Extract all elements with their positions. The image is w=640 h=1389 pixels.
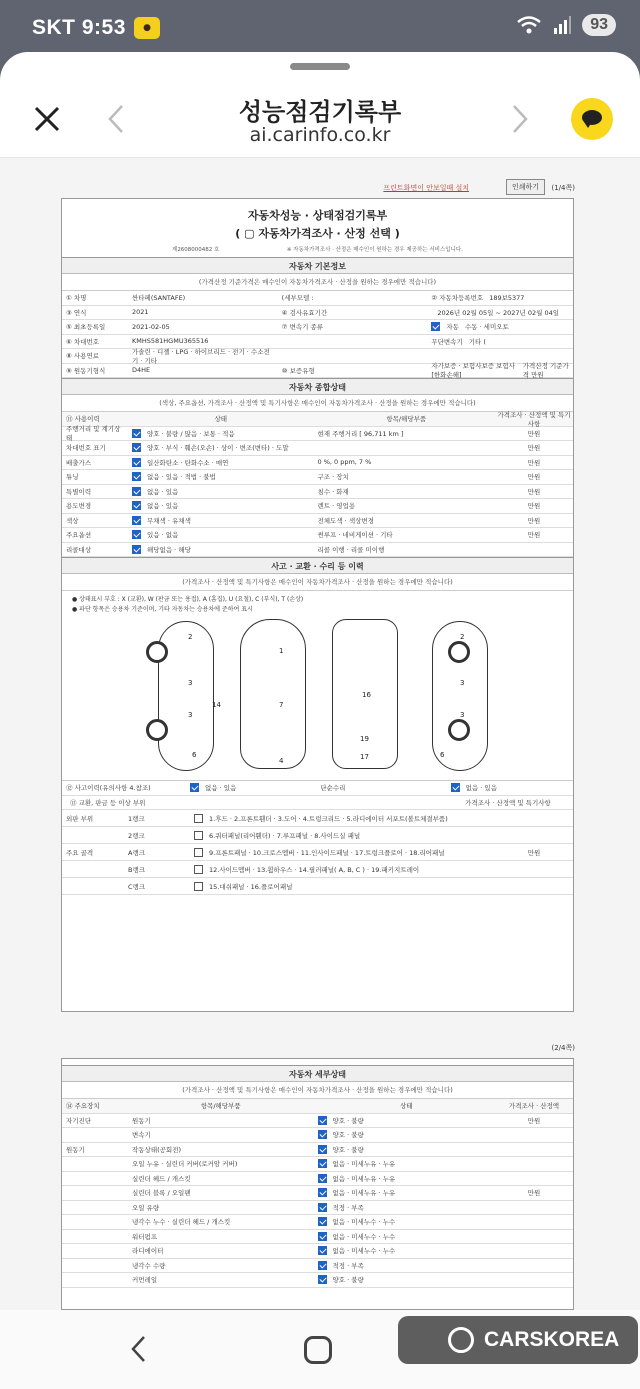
signal-icon [552, 15, 572, 35]
detail-checkbox[interactable] [318, 1188, 327, 1197]
status-price: 만원 [527, 531, 541, 540]
basic-extra-label: 무단변속기 [431, 337, 463, 346]
status-options-text: 양호 · 부식 · 훼손(오손) · 상이 · 변조(변타) · 도말 [147, 444, 289, 453]
detail-row [62, 1230, 573, 1245]
section-note: (가격조사 · 산정액 및 특기사항은 매수인이 자동차가격조사 · 산정을 원하는 경우에만 적습니다) [62, 574, 573, 591]
page-number: (2/4쪽) [551, 1044, 575, 1052]
detail-status [310, 1159, 496, 1168]
parts-items [186, 848, 495, 857]
section-accident-history: 사고 · 교환 · 수리 등 이력 [62, 557, 573, 574]
basic-label: ⑥ 차대번호 [66, 337, 100, 346]
status-options [124, 501, 310, 510]
section-note: (가격산정 기준가격은 매수인이 자동차가격조사 · 산정을 원하는 경우에만 적습니다) [62, 274, 573, 291]
diagram-legend-note: ● 파단 항목은 승용차 기준이며, 기타 자동차는 승용차에 준하여 표시 [72, 606, 253, 613]
detail-group: 자기진단 [66, 1116, 92, 1125]
detail-status [310, 1246, 496, 1255]
status-row [62, 528, 573, 543]
detail-row [62, 1201, 573, 1216]
detail-row [62, 1186, 573, 1201]
parts-row [62, 861, 573, 878]
status-options-text: 없음 · 있음 · 적법 · 불법 [147, 473, 216, 482]
status-checkbox[interactable] [132, 545, 141, 554]
bottom-sheet [0, 52, 640, 1310]
section-overall-status: 자동차 종합상태 [62, 378, 573, 395]
status-options [124, 458, 310, 467]
status-label: 색상 [66, 516, 79, 525]
status-options [124, 516, 310, 525]
status-options [124, 530, 310, 539]
forward-chevron-icon[interactable] [508, 102, 532, 136]
status-price: 만원 [527, 458, 541, 467]
detail-item: 냉각수 수량 [132, 1261, 166, 1270]
section-detail-status: 자동차 세부상태 [62, 1065, 573, 1082]
detail-item: 오일 유량 [132, 1203, 160, 1212]
basic-mid: ⑦ 변속기 종류 [281, 323, 324, 332]
status-value: 0 %, 0 ppm, 7 % [317, 458, 372, 467]
status-label: 특별이력 [66, 487, 92, 496]
detail-item: 라디에이터 [132, 1247, 164, 1256]
detail-checkbox[interactable] [318, 1246, 327, 1255]
status-value: 전체도색 · 색상변경 [317, 516, 374, 525]
parts-items [186, 882, 495, 891]
kakao-notification-icon: ● [134, 17, 160, 39]
detail-item: 변속기 [132, 1131, 151, 1140]
parts-group: 외판 부위 [66, 814, 94, 823]
wheel-icon [448, 641, 470, 663]
status-checkbox[interactable] [132, 530, 141, 539]
detail-group: 원동기 [66, 1145, 85, 1154]
basic-extra [423, 337, 573, 346]
status-table [62, 427, 573, 558]
status-table-header: ⑪ 사용이력 상태 항목/해당부품 가격조사 · 산정액 및 특기사항 [62, 412, 573, 427]
status-row [62, 470, 573, 485]
basic-value: 2021 [132, 308, 149, 317]
detail-status [310, 1145, 496, 1154]
detail-table-header: ⑭ 주요장치 항목/해당부품 상태 가격조사 · 산정액 [62, 1099, 573, 1114]
accident-none-checkbox[interactable] [190, 783, 199, 792]
basic-extra [423, 322, 573, 331]
car-top-front [240, 619, 306, 769]
basic-extra-value: 수동 · 세미오토 [464, 323, 509, 332]
part-checkbox[interactable] [194, 865, 203, 874]
detail-item: 오일 누유 · 실린더 커버(로커암 커버) [132, 1160, 238, 1169]
detail-item: 실린더 블록 / 오일팬 [132, 1189, 191, 1198]
basic-extra-label: 자가보증 · 보험사보증 보험사[한화손해] [431, 362, 515, 380]
status-options-text: 일산화탄소 · 탄화수소 · 매연 [147, 458, 229, 467]
detail-checkbox[interactable] [318, 1261, 327, 1270]
detail-row [62, 1259, 573, 1274]
status-options [124, 545, 310, 554]
detail-status-text: 없음 · 미세누수 · 누수 [332, 1232, 396, 1241]
detail-status [310, 1232, 496, 1241]
section-basic-info: 자동차 기본정보 [62, 257, 573, 274]
wifi-icon [516, 15, 542, 35]
basic-info-table [62, 291, 573, 378]
detail-row [62, 1172, 573, 1187]
status-price: 만원 [527, 487, 541, 496]
detail-item: 작동상태(공회전) [132, 1145, 182, 1154]
basic-extra-value: 가격산정 기준가격 만원 [522, 362, 569, 380]
detail-checkbox[interactable] [318, 1275, 327, 1284]
status-carrier-time: SKT 9:53 [32, 16, 126, 39]
basic-label: ① 차명 [66, 294, 87, 303]
battery-indicator: 93 [582, 14, 616, 36]
detail-status-text: 양호 · 불량 [332, 1145, 364, 1154]
status-checkbox[interactable] [132, 429, 141, 438]
detail-row [62, 1128, 573, 1143]
status-options-text: 해당없음 · 해당 [147, 545, 191, 554]
status-price: 만원 [527, 444, 541, 453]
parts-items-text: 9.프론트패널 · 10.크로스멤버 · 11.인사이드패널 · 17.트렁크플로어 · 18.리어패널 [209, 848, 445, 857]
status-options-text: 없음 · 있음 [147, 502, 179, 511]
detail-row [62, 1244, 573, 1259]
status-checkbox[interactable] [132, 501, 141, 510]
part-checkbox[interactable] [194, 814, 203, 823]
doc-number: 제2608000482 호 [172, 247, 220, 253]
status-row [62, 427, 573, 442]
parts-row [62, 810, 573, 827]
detail-status-text: 적정 · 부족 [332, 1261, 364, 1270]
detail-item: 워터펌프 [132, 1232, 158, 1241]
parts-row [62, 827, 573, 844]
basic-info-row [62, 291, 573, 306]
wheel-icon [448, 719, 470, 741]
basic-mid: ⑩ 보증유형 [281, 366, 315, 375]
detail-status-text: 없음 · 미세누유 · 누유 [332, 1160, 396, 1169]
wheel-icon [146, 719, 168, 741]
status-checkbox[interactable] [132, 443, 141, 452]
status-options [124, 487, 310, 496]
detail-table [62, 1114, 573, 1288]
status-options-text: 있음 · 없음 [147, 531, 179, 540]
parts-items-text: 6.쿼터패널(리어휀더) · 7.루프패널 · 8.사이드실 패널 [209, 831, 361, 840]
diagram-legend-codes: ● 상태표시 부호 : X (교환), W (판금 또는 용접), A (흠집), U (요철), C (부식), T (손상) [72, 596, 304, 603]
parts-row [62, 844, 573, 861]
detail-status-text: 없음 · 미세누유 · 누유 [332, 1189, 396, 1198]
basic-extra-label: 자동 [446, 323, 459, 332]
status-label: 주요옵션 [66, 531, 92, 540]
basic-label: ⑧ 사용연료 [66, 352, 100, 361]
navigation-bar [0, 1310, 640, 1389]
page-number: (1/4쪽) [551, 184, 575, 192]
status-label: 배출가스 [66, 458, 92, 467]
status-options-text: 무채색 · 유채색 [147, 516, 191, 525]
print-install-link[interactable]: 프린트화면이 안보일때 설치 [383, 184, 469, 192]
detail-status-text: 없음 · 미세누수 · 누수 [332, 1247, 396, 1256]
inspection-doc-page-2 [61, 1044, 575, 1310]
print-button[interactable]: 인쇄하기 [506, 179, 545, 195]
status-row [62, 514, 573, 529]
detail-checkbox[interactable] [318, 1203, 327, 1212]
detail-item: 냉각수 누수 · 실린더 헤드 / 개스킷 [132, 1218, 231, 1227]
status-value: 렌트 · 영업용 [317, 502, 356, 511]
parts-price: 만원 [527, 848, 541, 857]
detail-price: 만원 [527, 1189, 541, 1198]
accident-history-row: ⑫ 사고이력(유의사항 4.참조) 없음 · 있음 단순수리 없음 · 있음 [62, 781, 573, 796]
page-title: 성능점검기록부 [238, 98, 402, 126]
status-checkbox[interactable] [132, 472, 141, 481]
parts-items [186, 865, 495, 874]
basic-value: 2021-02-05 [132, 322, 170, 331]
detail-row [62, 1215, 573, 1230]
nav-home-icon[interactable] [304, 1336, 332, 1364]
sheet-header [0, 76, 640, 158]
status-checkbox[interactable] [132, 516, 141, 525]
status-value: 현재 주행거리 [ 96,711 km ] [317, 429, 404, 438]
detail-status [310, 1116, 496, 1125]
part-checkbox[interactable] [194, 848, 203, 857]
detail-status-text: 적정 · 부족 [332, 1203, 364, 1212]
detail-status [310, 1217, 496, 1226]
basic-label: ⑤ 최초등록일 [66, 323, 106, 332]
doc-title: 자동차성능 · 상태점검기록부 [247, 209, 388, 222]
detail-status [310, 1174, 496, 1183]
basic-extra-value: 기타 ( [468, 337, 486, 346]
page-url: ai.carinfo.co.kr [249, 124, 391, 146]
carskorea-logo-icon [448, 1327, 474, 1353]
detail-row [62, 1157, 573, 1172]
inspection-doc-page-1 [61, 183, 575, 1012]
basic-value: D4HE [132, 366, 151, 375]
parts-group: 주요 골격 [66, 848, 94, 857]
basic-extra-value: 189보5377 [489, 294, 525, 303]
status-price: 만원 [527, 502, 541, 511]
basic-label: ③ 연식 [66, 308, 87, 317]
detail-checkbox[interactable] [318, 1174, 327, 1183]
detail-status [310, 1203, 496, 1212]
detail-row [62, 1273, 573, 1288]
status-price: 만원 [527, 429, 541, 438]
detail-checkbox[interactable] [318, 1159, 327, 1168]
status-label: 용도변경 [66, 502, 92, 511]
basic-mid: (세부모델 : [281, 294, 314, 303]
detail-item: 원동기 [132, 1116, 151, 1125]
parts-items-text: 15.대쉬패널 · 16.플로어패널 [209, 882, 293, 891]
exchange-header-row: ⑬ 교환, 판금 등 이상 부위 가격조사 · 산정액 및 특기사항 [62, 796, 573, 811]
status-options [124, 443, 310, 452]
parts-items-text: 1.후드 · 2.프론트휀더 · 3.도어 · 4.트렁크리드 · 5.라디에이터 서포트(볼트체결부품) [209, 814, 448, 823]
status-price: 만원 [527, 516, 541, 525]
part-checkbox[interactable] [194, 831, 203, 840]
detail-item: 실린더 헤드 / 개스킷 [132, 1174, 191, 1183]
status-options [124, 429, 310, 438]
basic-value: KMHS581HGMU365516 [132, 337, 209, 346]
status-label: 리콜대상 [66, 545, 92, 554]
status-label: 차대번호 표기 [66, 444, 106, 453]
basic-info-row [62, 320, 573, 335]
status-value: 침수 · 화재 [317, 487, 349, 496]
doc-subtitle: ( ▢ 자동차가격조사 · 산정 선택 ) [235, 227, 400, 240]
detail-status-text: 없음 · 미세누유 · 누유 [332, 1174, 396, 1183]
status-checkbox[interactable] [132, 487, 141, 496]
status-row [62, 456, 573, 471]
status-options-text: 없음 · 있음 [147, 487, 179, 496]
part-checkbox[interactable] [194, 882, 203, 891]
sheet-drag-handle[interactable] [290, 63, 350, 70]
status-price: 만원 [527, 473, 541, 482]
basic-info-row [62, 306, 573, 321]
detail-checkbox[interactable] [318, 1232, 327, 1241]
basic-value: 가솔린 · 디젤 · LPG · 하이브리드 · 전기 · 수소전기 · 기타 [132, 347, 270, 365]
detail-status [310, 1275, 496, 1284]
status-label: 주행거리 및 계기상태 [66, 425, 121, 443]
status-row [62, 543, 573, 558]
status-label: 튜닝 [66, 473, 79, 482]
detail-row [62, 1143, 573, 1158]
basic-info-row [62, 364, 573, 379]
section-note: (가격조사 · 산정액 및 특기사항은 매수인이 자동차가격조사 · 산정을 원하는 경우에만 적습니다) [62, 1082, 573, 1099]
detail-checkbox[interactable] [318, 1217, 327, 1226]
status-row [62, 441, 573, 456]
detail-status-text: 양호 · 불량 [332, 1116, 364, 1125]
detail-status [310, 1261, 496, 1270]
car-damage-diagram: ● 상태표시 부호 : X (교환), W (판금 또는 용접), A (흠집), U (요철), C (부식), T (손상) ● 파단 항목은 승용차 기준이며, 기타 자동차는 승용차에 준하여 표시 2 3 3 14 6 1 7 4 16 19 17 2 3 3 6 [62, 591, 573, 781]
detail-status-text: 없음 · 미세누수 · 누수 [332, 1218, 396, 1227]
basic-extra [423, 308, 573, 317]
detail-checkbox[interactable] [318, 1145, 327, 1154]
basic-extra-value: 2026년 02월 05일 ~ 2027년 02월 04일 [437, 308, 560, 317]
parts-rank: A랭크 [128, 848, 146, 857]
web-content[interactable] [0, 158, 640, 1310]
parts-rank: C랭크 [128, 882, 146, 891]
parts-rank: 2랭크 [128, 831, 145, 840]
parts-items [186, 814, 495, 823]
detail-status-text: 양호 · 불량 [332, 1276, 364, 1285]
wheel-icon [146, 641, 168, 663]
status-row [62, 499, 573, 514]
nav-back-icon[interactable] [128, 1334, 150, 1364]
detail-row [62, 1114, 573, 1129]
basic-value: 싼타페(SANTAFE) [132, 294, 186, 303]
doc-note: ※ 자동차가격조사 · 산정은 매수인이 원하는 경우 제공하는 서비스입니다. [286, 247, 463, 253]
status-value: 썬루프 · 네비게이션 · 기타 [317, 531, 393, 540]
parts-row [62, 878, 573, 895]
detail-item: 커먼레일 [132, 1276, 158, 1285]
simple-repair-none-checkbox[interactable] [451, 783, 460, 792]
status-value: 리콜 이행 · 리콜 미이행 [317, 545, 385, 554]
detail-checkbox[interactable] [318, 1116, 327, 1125]
status-options [124, 472, 310, 481]
parts-table [62, 810, 573, 895]
status-bar [0, 0, 640, 52]
parts-items [186, 831, 495, 840]
basic-extra-label: ② 자동차등록번호 [431, 294, 484, 303]
parts-rank: B랭크 [128, 865, 146, 874]
detail-checkbox[interactable] [318, 1130, 327, 1139]
carskorea-watermark: CARSKOREA [398, 1316, 638, 1364]
kakaotalk-share-button[interactable] [571, 98, 613, 140]
detail-status-text: 양호 · 불량 [332, 1131, 364, 1140]
status-checkbox[interactable] [132, 458, 141, 467]
basic-mid: ④ 검사유효기간 [281, 308, 328, 317]
transmission-auto-checkbox[interactable] [431, 322, 440, 331]
parts-rank: 1랭크 [128, 814, 145, 823]
parts-items-text: 12.사이드멤버 · 13.휠하우스 · 14.필러패널( A, B, C ) · 19.패키지트레이 [209, 865, 420, 874]
status-value: 구조 · 장치 [317, 473, 349, 482]
section-note: (색상, 주요옵션, 가격조사 · 산정액 및 특기사항은 매수인이 자동차가격조사 · 산정을 원하는 경우에만 적습니다) [62, 395, 573, 412]
status-row [62, 485, 573, 500]
status-options-text: 양호 · 불량 / 많음 · 보통 · 적음 [147, 429, 235, 438]
detail-price: 만원 [527, 1116, 541, 1125]
car-left-side [158, 621, 214, 771]
detail-status [310, 1130, 496, 1139]
basic-label: ⑨ 원동기형식 [66, 366, 106, 375]
detail-status [310, 1188, 496, 1197]
basic-extra [423, 361, 573, 379]
basic-extra [423, 293, 573, 302]
